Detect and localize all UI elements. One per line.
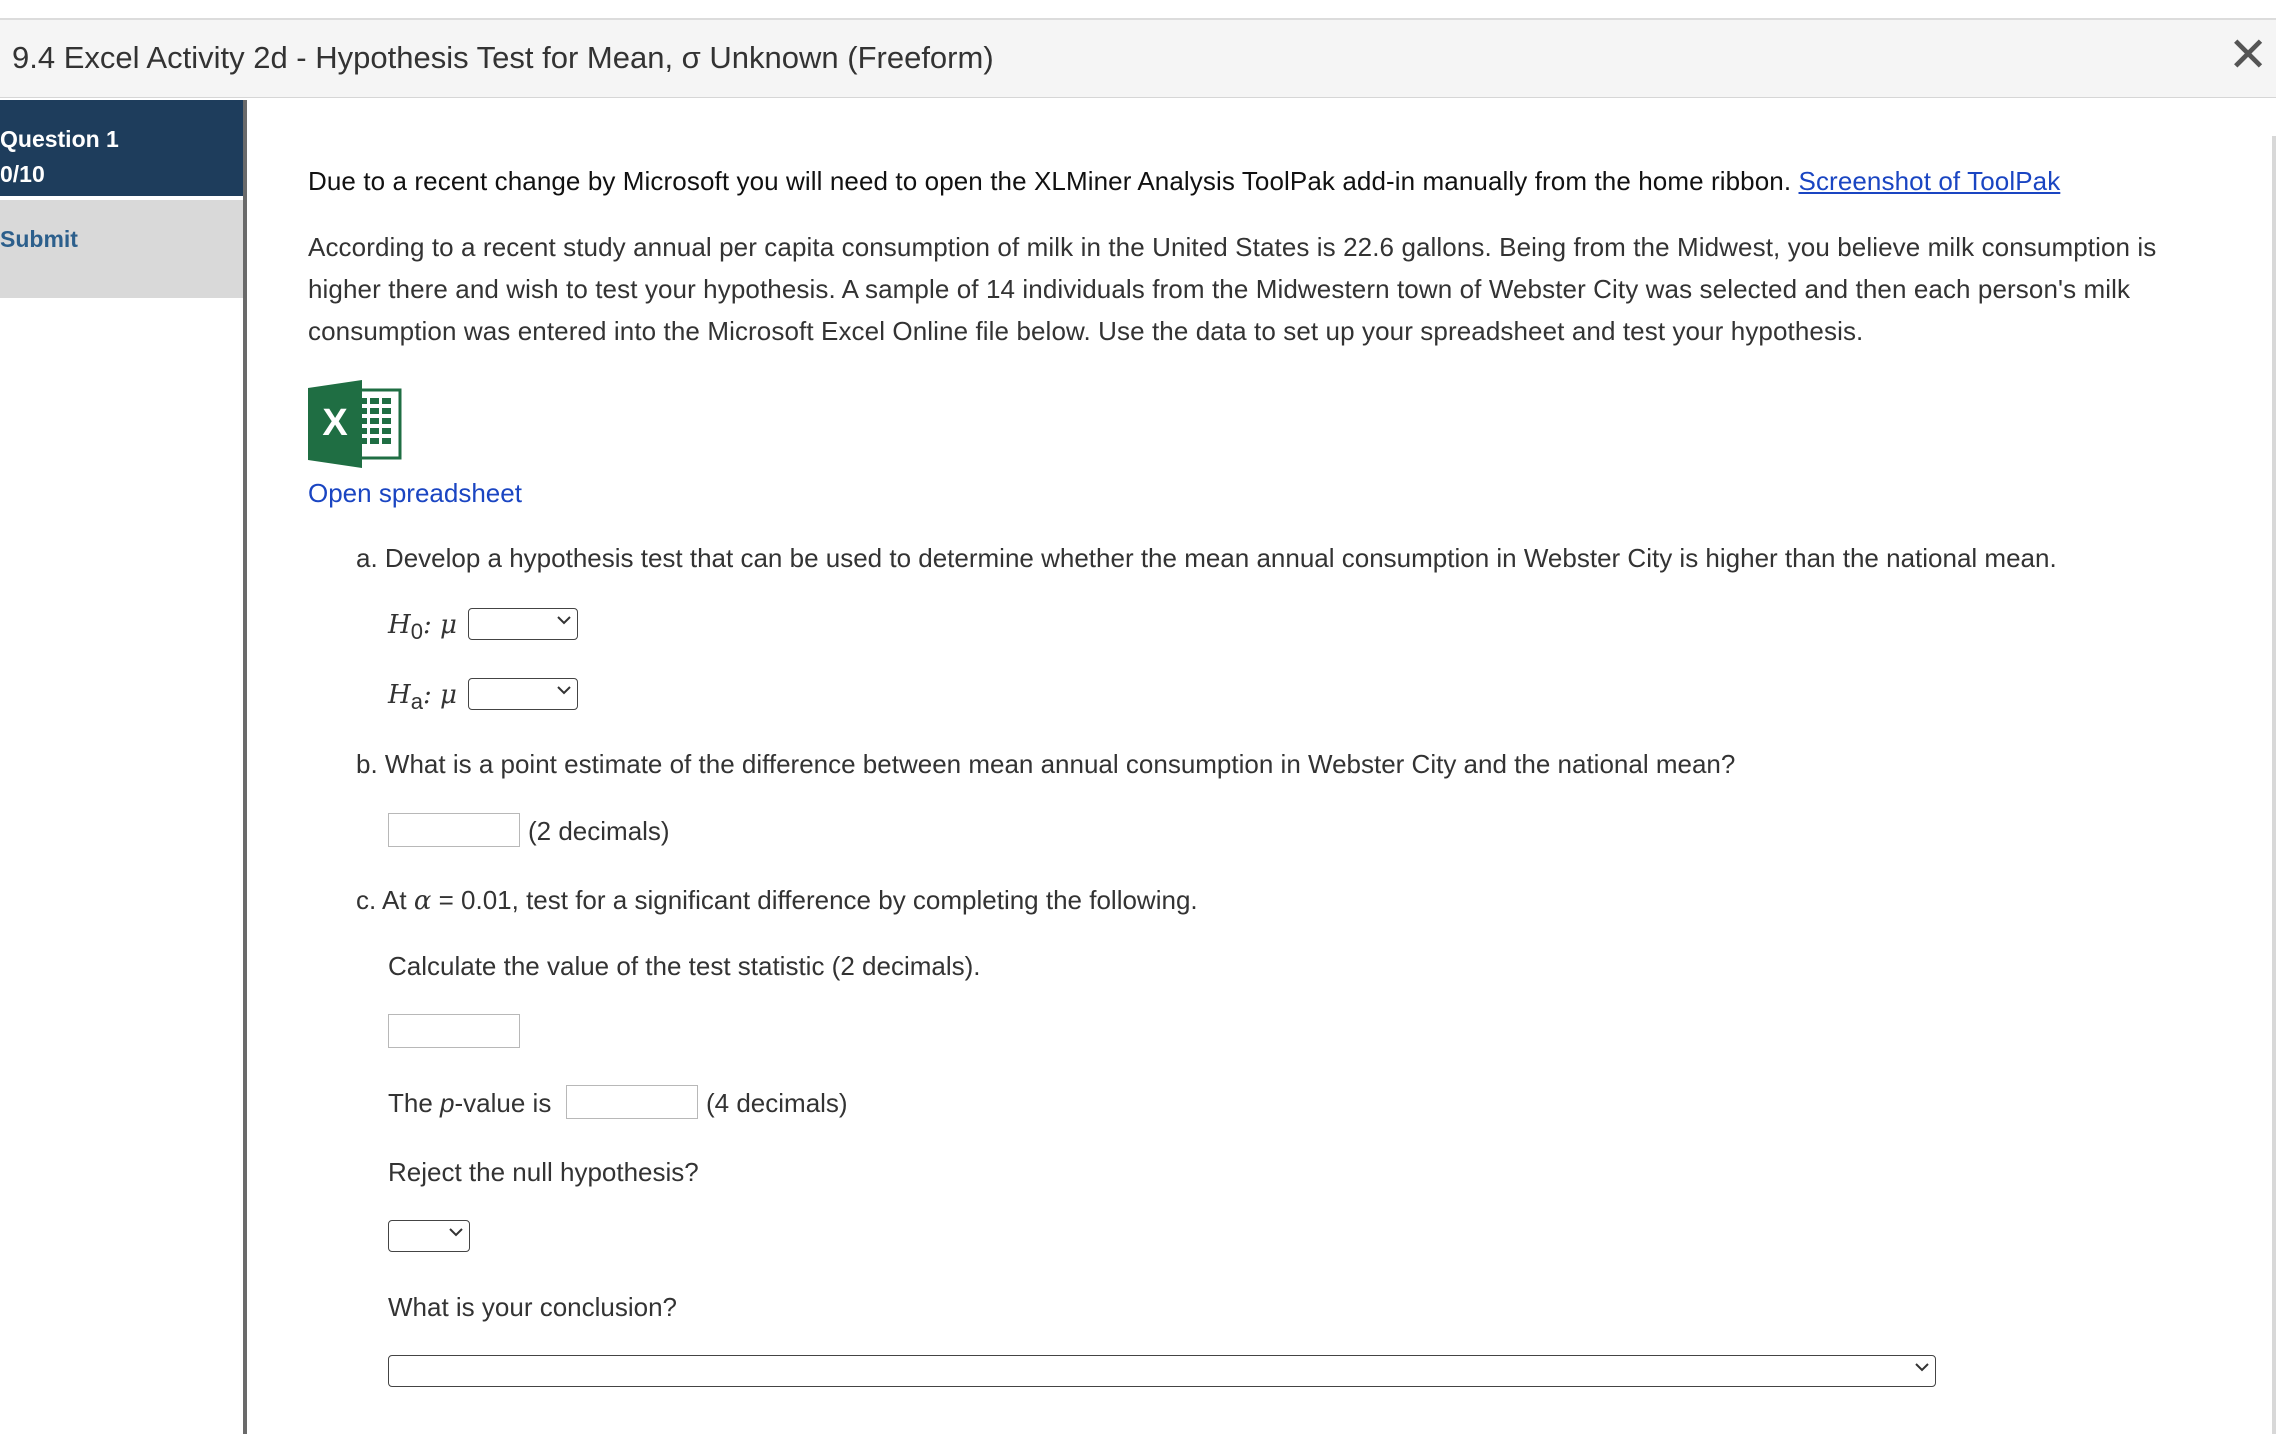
notice-text: Due to a recent change by Microsoft you will need to open the XLMiner Analysis ToolPak add-in manually from the home ribbon. (308, 166, 1792, 196)
question-score: 0/10 (0, 161, 45, 187)
ha-label (388, 680, 457, 715)
ha-operator-select[interactable] (468, 678, 578, 710)
close-icon[interactable]: ✕ (2228, 29, 2269, 82)
conclusion-prompt: What is your conclusion? (388, 1292, 678, 1322)
h0-operator-select[interactable] (468, 608, 578, 640)
window-title: 9.4 Excel Activity 2d - Hypothesis Test for Mean, σ Unknown (Freeform) (12, 40, 994, 75)
problem-paragraph: According to a recent study annual per capita consumption of milk in the United States is 22.6 gallons. Being from the Midwest, you believe milk consumption is higher there and wish to test your hypothesis. A sample of 14 individuals from the Midwestern town of Webster City was selected and then each person's milk consumption was entered into the Microsoft Excel Online file below. Use the data to set up your spreadsheet and test your hypothesis. (308, 232, 2157, 346)
ha-h: H (388, 680, 411, 710)
part-b-question (356, 749, 1735, 780)
sidebar-divider (243, 100, 247, 1434)
h0-h: H (388, 610, 411, 640)
sidebar-item-question-1[interactable] (0, 100, 243, 196)
test-statistic-input[interactable] (388, 1014, 520, 1048)
scrollbar[interactable] (2272, 136, 2276, 1434)
ha-rest: : μ (422, 680, 457, 710)
open-spreadsheet-link[interactable]: Open spreadsheet (308, 478, 522, 508)
excel-icon[interactable] (308, 380, 402, 468)
point-estimate-input[interactable] (388, 813, 520, 847)
excel-icon-letter: X (322, 402, 348, 444)
pvalue-decimals: (4 decimals) (706, 1088, 848, 1118)
pvalue-input[interactable] (566, 1085, 698, 1119)
part-c-text-pre: At (382, 885, 414, 915)
part-a-question (356, 543, 2057, 574)
submit-button[interactable] (0, 200, 243, 298)
chevron-down-icon (557, 683, 571, 697)
reject-prompt: Reject the null hypothesis? (388, 1157, 699, 1187)
h0-rest: : μ (422, 610, 457, 640)
toolpak-screenshot-link[interactable]: Screenshot of ToolPak (1798, 166, 2061, 196)
part-c-label: c. (356, 885, 377, 915)
chevron-down-icon (1915, 1360, 1929, 1374)
title-bar (0, 20, 2276, 98)
ha-sub: a (410, 689, 423, 715)
submit-label: Submit (0, 226, 78, 252)
point-estimate-decimals: (2 decimals) (528, 816, 670, 846)
pvalue-label (388, 1088, 551, 1119)
sidebar (0, 100, 243, 1434)
alpha-symbol: α (413, 886, 432, 916)
chevron-down-icon (557, 613, 571, 627)
part-a-label: a. (356, 543, 378, 573)
part-c-question (356, 885, 1198, 916)
notice-paragraph (308, 166, 2060, 197)
pvalue-pre: The (388, 1088, 441, 1118)
reject-null-select[interactable] (388, 1220, 470, 1252)
h0-label (388, 610, 457, 645)
part-a-text: Develop a hypothesis test that can be used to determine whether the mean annual consumption in Webster City is higher than the national mean. (384, 543, 2057, 573)
chevron-down-icon (449, 1225, 463, 1239)
pvalue-post: -value is (454, 1088, 552, 1118)
part-b-label: b. (356, 749, 378, 779)
conclusion-select[interactable] (388, 1355, 1936, 1387)
test-statistic-prompt: Calculate the value of the test statistic (2 decimals). (388, 951, 981, 981)
question-label: Question 1 (0, 126, 119, 152)
pvalue-p: p (440, 1088, 455, 1118)
h0-sub: 0 (410, 619, 423, 645)
part-b-text: What is a point estimate of the difference between mean annual consumption in Webster City and the national mean? (384, 749, 1736, 779)
part-c-text-post: = 0.01, test for a significant difference by completing the following. (431, 885, 1198, 915)
